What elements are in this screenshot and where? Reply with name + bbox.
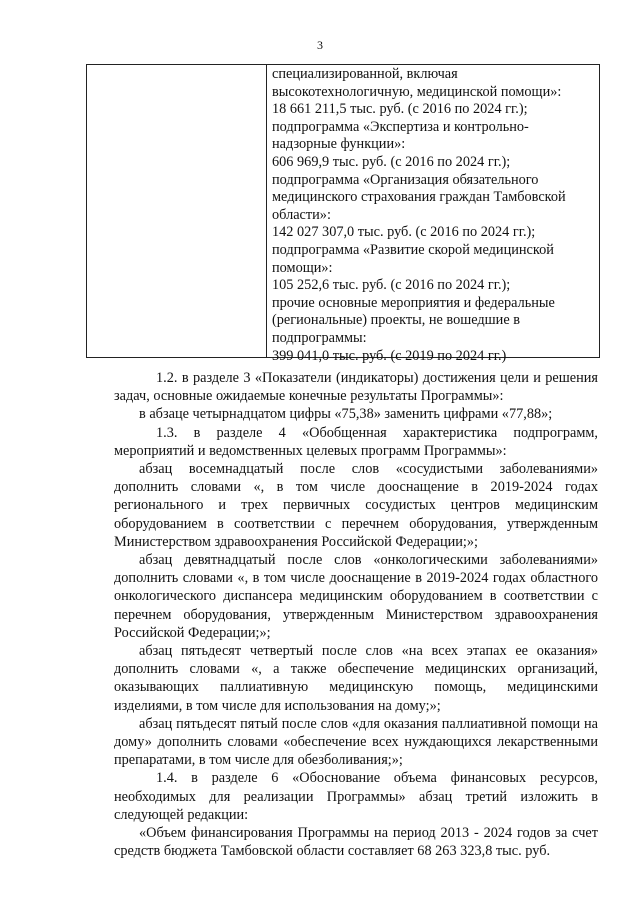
paragraph-fifty-fifth-amendment: абзац пятьдесят пятый после слов «для оказания паллиативной помощи на дому» дополнить словами «обеспечение всех нуждающихся лекарственными препаратами, в том числе для обезболивания;»; xyxy=(114,715,598,769)
paragraph-eighteenth-amendment: абзац восемнадцатый после слов «сосудистыми заболеваниями» дополнить словами «, в том числе дооснащение в 2019-2024 годах регионального и трех первичных сосудистых центров медицинским оборудованием в соответствии с перечнем оборудования, утвержденным Министерством здравоохранения Российской Федерации;»; xyxy=(114,461,598,550)
table-line: области»: xyxy=(272,206,331,223)
table-line: подпрограмма «Развитие скорой медицинской xyxy=(272,241,554,258)
table-column-divider xyxy=(266,65,267,357)
table-line: 399 041,0 тыс. руб. (с 2019 по 2024 гг.) xyxy=(272,347,507,364)
table-line: 18 661 211,5 тыс. руб. (с 2016 по 2024 гг.); xyxy=(272,101,528,118)
paragraph-funding-volume: «Объем финансирования Программы на период 2013 - 2024 годов за счет средств бюджета Тамбовской области составляет 68 263 323,8 тыс. руб. xyxy=(114,825,598,860)
paragraph-section-6-header: 1.4. в разделе 6 «Обоснование объема финансовых ресурсов, необходимых для реализации Программы» абзац третий изложить в следующей редакции: xyxy=(114,770,598,823)
paragraph-section-3-header: 1.2. в разделе 3 «Показатели (индикаторы) достижения цели и решения задач, основные ожидаемые конечные результаты Программы»: xyxy=(114,370,598,405)
table-line: 105 252,6 тыс. руб. (с 2016 по 2024 гг.); xyxy=(272,277,511,294)
funding-table xyxy=(86,64,600,364)
table-line: надзорные функции»: xyxy=(272,136,406,153)
document-body xyxy=(114,369,598,860)
table-line: подпрограмма «Экспертиза и контрольно- xyxy=(272,118,529,135)
table-line: 606 969,9 тыс. руб. (с 2016 по 2024 гг.); xyxy=(272,153,511,170)
paragraph-nineteenth-amendment: абзац девятнадцатый после слов «онкологическими заболеваниями» дополнить словами «, в том числе дооснащение в 2019-2024 годах областного онкологического диспансера медицинским оборудованием в соответствии с перечнем оборудования, утвержденным Министерством здравоохранения Российской Федерации;»; xyxy=(114,552,598,641)
table-line: 142 027 307,0 тыс. руб. (с 2016 по 2024 гг.); xyxy=(272,224,536,241)
table-line: подпрограммы: xyxy=(272,329,367,346)
table-line: (региональные) проекты, не вошедшие в xyxy=(272,312,521,329)
table-line: медицинского страхования граждан Тамбовской xyxy=(272,189,566,206)
paragraph-section-4-header: 1.3. в разделе 4 «Обобщенная характеристика подпрограмм, мероприятий и ведомственных целевых программ Программы»: xyxy=(114,424,598,459)
table-line: высокотехнологичную, медицинской помощи»: xyxy=(272,83,562,100)
table-right-cell xyxy=(272,66,593,365)
table-line: специализированной, включая xyxy=(272,66,458,82)
table-line: прочие основные мероприятия и федеральные xyxy=(272,294,555,311)
paragraph-figures-replacement: в абзаце четырнадцатом цифры «75,38» заменить цифрами «77,88»; xyxy=(139,406,553,423)
table-line: помощи»: xyxy=(272,259,333,276)
paragraph-fifty-fourth-amendment: абзац пятьдесят четвертый после слов «на всех этапах ее оказания» дополнить словами «, а также обеспечение медицинских организаций, оказывающих паллиативную медицинскую помощь, медицинскими изделиями, в том числе для использования на дому;»; xyxy=(114,643,598,714)
table-line: подпрограмма «Организация обязательного xyxy=(272,171,539,188)
page-number: 3 xyxy=(317,38,323,52)
